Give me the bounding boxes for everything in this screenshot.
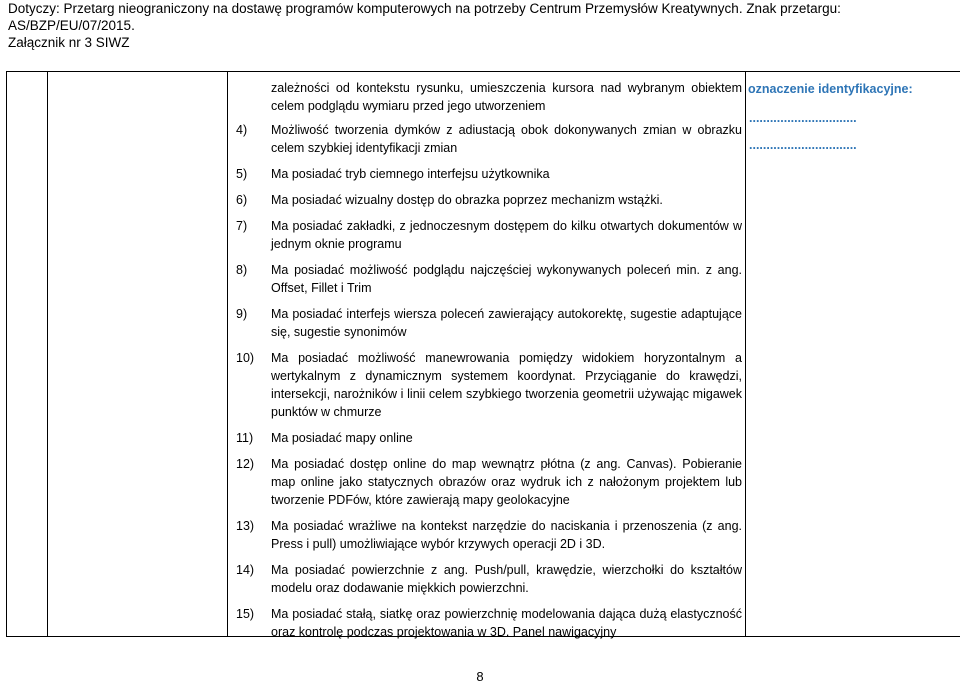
header-line-1: Dotyczy: Przetarg nieograniczony na dostawę programów komputerowych na potrzeby Centrum Przemysłów Kreatywnych. Znak przetargu: AS/BZP/EU/07/2015. — [8, 1, 841, 33]
item-number: 4) — [236, 123, 248, 137]
identification-label: oznaczenie identyfikacyjne: — [748, 82, 913, 96]
item-text: Ma posiadać dostęp online do map wewnątrz płótna (z ang. Canvas). Pobieranie map online jako statycznych obrazów oraz wydruk ich z nałożonym projektem lub tworzenie PDFów, które zawierają mapy geolokacyjne — [271, 457, 742, 507]
list-item — [236, 121, 742, 157]
item-number: 14) — [236, 563, 255, 577]
list-item — [236, 561, 742, 597]
list-item — [236, 455, 742, 509]
requirements-list — [236, 79, 742, 649]
item-number: 15) — [236, 607, 255, 621]
list-item — [236, 517, 742, 553]
item-number: 5) — [236, 167, 248, 181]
item-text: Ma posiadać stałą, siatkę oraz powierzchnię modelowania dająca dużą elastyczność oraz kontrolę podczas projektowania w 3D. Panel nawigacyjny — [271, 607, 742, 639]
list-item — [236, 305, 742, 341]
item-text: Ma posiadać możliwość manewrowania pomiędzy widokiem horyzontalnym a wertykalnym z dynamicznym systemem koordynat. Przyciąganie do krawędzi, intersekcji, narożników i linii celem szybkiego tworzenia geometrii używając migawek punktów w chmurze — [271, 351, 742, 419]
item-text: Możliwość tworzenia dymków z adiustacją obok dokonywanych zmian w obrazku celem szybkiej identyfikacji zmian — [271, 123, 742, 155]
identification-field[interactable]: ............................... — [749, 138, 857, 152]
item-text: Ma posiadać wrażliwe na kontekst narzędzie do naciskania i przenoszenia (z ang. Press i pull) umożliwiające wybór krzywych operacji 2D i 3D. — [271, 519, 742, 551]
list-item — [236, 191, 742, 209]
item-number: 8) — [236, 263, 248, 277]
item-number: 13) — [236, 519, 255, 533]
header-line-2: Załącznik nr 3 SIWZ — [8, 35, 130, 50]
item-text: Ma posiadać tryb ciemnego interfejsu użytkownika — [271, 167, 550, 181]
table-column-divider — [227, 71, 228, 637]
item-number: 12) — [236, 457, 255, 471]
list-item — [236, 165, 742, 183]
item-text: Ma posiadać wizualny dostęp do obrazka poprzez mechanizm wstążki. — [271, 193, 663, 207]
list-item — [236, 349, 742, 421]
table-column-divider — [47, 71, 48, 637]
item-number: 7) — [236, 219, 248, 233]
list-item — [236, 79, 742, 115]
item-text: Ma posiadać możliwość podglądu najczęściej wykonywanych poleceń min. z ang. Offset, Fillet i Trim — [271, 263, 742, 295]
page-number: 8 — [476, 669, 484, 684]
item-number: 10) — [236, 351, 255, 365]
list-item — [236, 217, 742, 253]
list-item — [236, 429, 742, 447]
item-text: Ma posiadać interfejs wiersza poleceń zawierający autokorektę, sugestie adaptujące się, sugestie synonimów — [271, 307, 742, 339]
item-text: Ma posiadać mapy online — [271, 431, 413, 445]
identification-field[interactable]: ............................... — [749, 111, 857, 125]
item-number: 9) — [236, 307, 248, 321]
item-number: 11) — [236, 431, 254, 445]
item-text: Ma posiadać zakładki, z jednoczesnym dostępem do kilku otwartych dokumentów w jednym oknie programu — [271, 219, 742, 251]
table-column-divider — [745, 71, 746, 637]
list-item — [236, 605, 742, 641]
intro-text: zależności od kontekstu rysunku, umieszczenia kursora nad wybranym obiektem celem podglądu wymiaru przed jego utworzeniem — [271, 81, 742, 113]
list-item — [236, 261, 742, 297]
item-text: Ma posiadać powierzchnie z ang. Push/pull, krawędzie, wierzchołki do kształtów modelu oraz dodawanie miękkich powierzchni. — [271, 563, 742, 595]
document-header — [8, 0, 960, 51]
item-number: 6) — [236, 193, 248, 207]
